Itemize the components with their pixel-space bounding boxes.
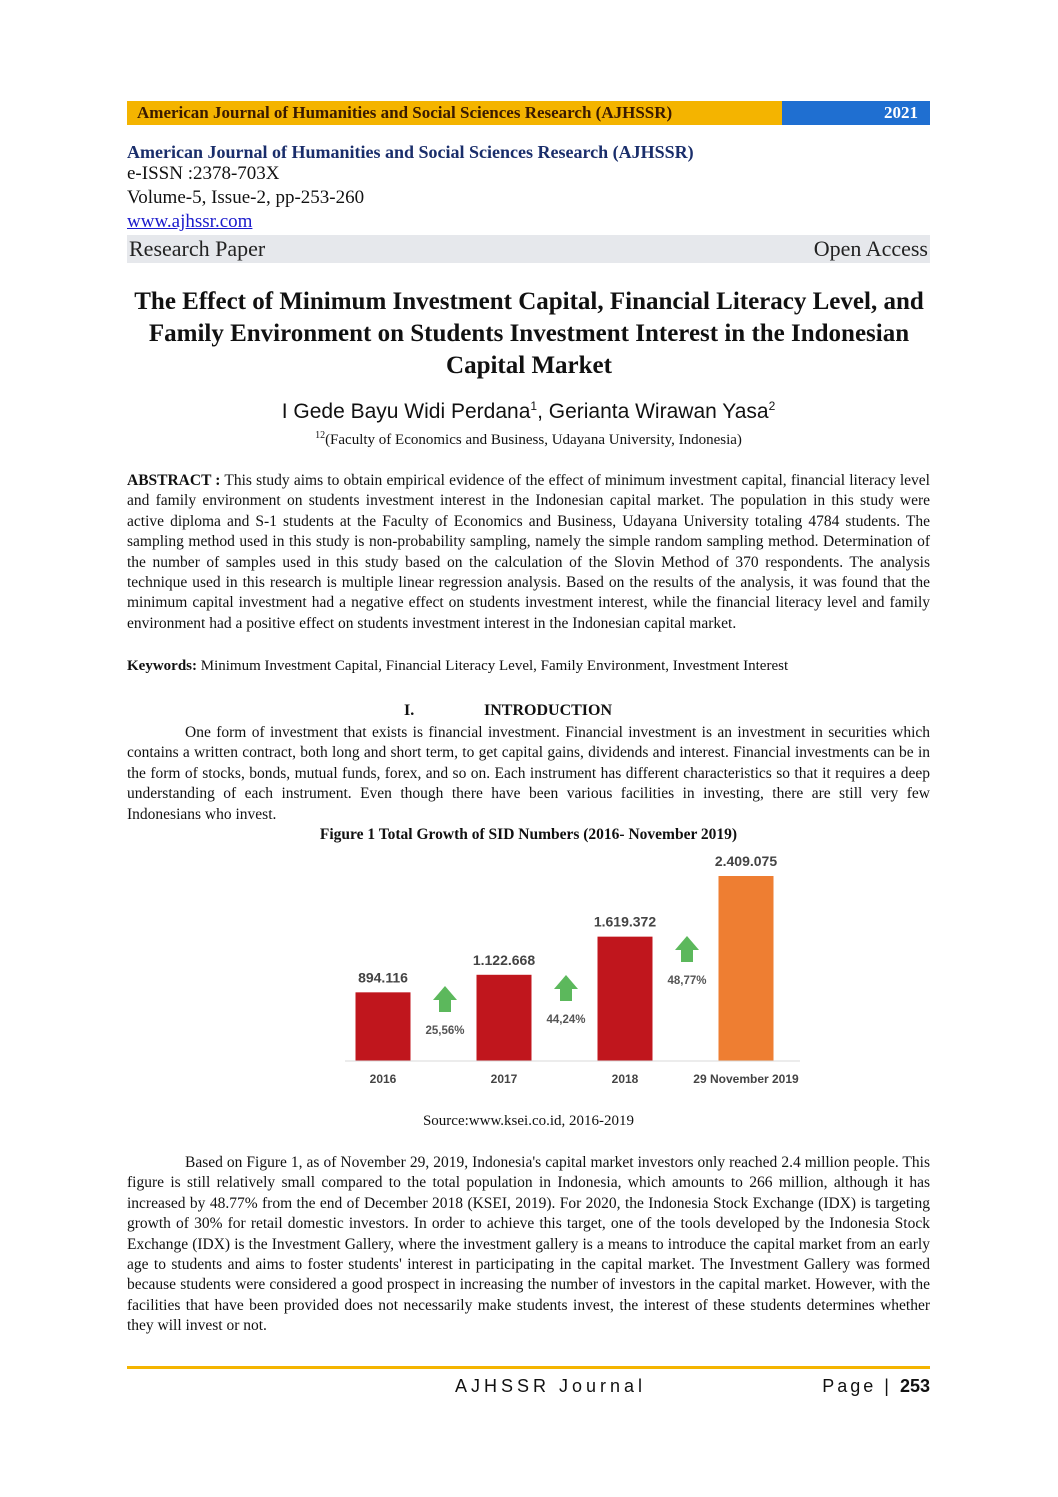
chart-category-label: 2018 (611, 1072, 639, 1086)
banner-year: 2021 (782, 101, 930, 125)
journal-name: American Journal of Humanities and Social Sciences Research (AJHSSR) (127, 142, 694, 162)
journal-issn: e-ISSN :2378-703X (127, 163, 280, 184)
section-title: INTRODUCTION (484, 702, 613, 719)
author-1: I Gede Bayu Widi Perdana (281, 400, 531, 423)
banner-journal-title: American Journal of Humanities and Social Sciences Research (AJHSSR) (127, 101, 782, 125)
intro-paragraph: One form of investment that exists is financial investment. Financial investment is an investment in securities which contains a written contract, both long and short term, to get capital gains, dividends and interest. Financial investments can be in the form of stocks, bonds, mutual funds, forex, and so on. Each instrument has different characteristics so that it requires a deep understanding of each instrument. Even though there have been various facilities in investing, there are still very few Indonesians who invest. (127, 724, 930, 823)
chart-value-label: 2.409.075 (714, 853, 778, 869)
journal-url-link[interactable]: www.ajhssr.com (127, 211, 253, 232)
chart-category-label: 29 November 2019 (693, 1072, 799, 1086)
author-2-affiliation-mark: 2 (768, 399, 776, 413)
affiliation (127, 430, 930, 449)
author-1-affiliation-mark: 1 (530, 399, 538, 413)
growth-arrow-icon (554, 975, 578, 1001)
footer-page (822, 1376, 930, 1397)
footer-page-label: Page | (822, 1376, 900, 1396)
chart-category-label: 2017 (490, 1072, 518, 1086)
footer-divider (127, 1366, 930, 1369)
abstract (127, 471, 930, 634)
growth-arrow-icon (675, 936, 699, 962)
open-access-label: Open Access (813, 236, 928, 261)
section-number: I. (404, 702, 415, 719)
chart-value-label: 1.619.372 (593, 913, 657, 930)
journal-banner (127, 101, 930, 125)
author-list (127, 399, 930, 424)
chart-growth-label: 44,24% (546, 1014, 586, 1026)
chart-growth-label: 25,56% (425, 1025, 465, 1037)
chart-value-label: 894.116 (358, 969, 408, 986)
abstract-label: ABSTRACT : (127, 472, 221, 489)
journal-volume: Volume-5, Issue-2, pp-253-260 (127, 187, 365, 208)
paper-title: The Effect of Minimum Investment Capital, Financial Literacy Level, and Family Environment on Students Investment Interest in the Indonesian Capital Market (134, 288, 924, 379)
affiliation-mark: 12 (315, 430, 326, 441)
chart-bar (719, 876, 774, 1061)
footer-page-number: 253 (899, 1376, 930, 1396)
keywords-text: Minimum Investment Capital, Financial Literacy Level, Family Environment, Investment Interest (197, 658, 789, 674)
figure-source: Source:www.ksei.co.id, 2016-2019 (422, 1113, 635, 1129)
body-paragraph: Based on Figure 1, as of November 29, 2019, Indonesia's capital market investors only reached 2.4 million people. This figure is still relatively small compared to the total population in Indonesia, which amounts to 266 million, although it has increased by 48.77% from the end of December 2018 (KSEI, 2019). For 2020, the Indonesia Stock Exchange (IDX) is targeting growth of 30% for retail domestic investors. In order to achieve this target, one of the tools developed by the Indonesia Stock Exchange (IDX) is the Investment Gallery, where the investment gallery is a means to introduce the capital market from an early age to students and aims to foster students' interest in participating in the capital market. The Investment Gallery was formed because students were considered a good prospect in increasing the number of investors in the capital market. However, with the facilities that have been provided does not necessarily make students invest, the interest of these students determines whether they will invest or not. (127, 1154, 930, 1335)
footer-journal: AJHSSR Journal (455, 1376, 647, 1396)
author-separator: , (537, 400, 549, 423)
paper-type-label: Research Paper (129, 236, 266, 261)
chart-category-label: 2016 (369, 1072, 397, 1086)
author-2: Gerianta Wirawan Yasa (548, 400, 769, 423)
paper-type-bar (127, 235, 930, 263)
chart-growth-label: 48,77% (667, 975, 707, 987)
chart-bar (356, 992, 411, 1061)
chart-bar (598, 937, 653, 1061)
keywords-label: Keywords: (127, 658, 197, 674)
keywords (127, 656, 930, 676)
affiliation-text: (Faculty of Economics and Business, Udayana University, Indonesia) (325, 432, 742, 448)
figure-caption: Figure 1 Total Growth of SID Numbers (2016- November 2019) (319, 826, 738, 843)
abstract-text: This study aims to obtain empirical evidence of the effect of minimum investment capital, financial literacy level and family environment on students investment interest in the Indonesian capital market. The population in this study were active diploma and S-1 students at the Faculty of Economics and Business, Udayana University totaling 4784 students. The sampling method used in this study is non-probability sampling, namely the simple random sampling method. Determination of the number of samples used in this study based on the calculation of the Slovin Method of 370 respondents. The analysis technique used in this research is multiple linear regression analysis. Based on the results of the analysis, it was found that the minimum capital investment had a negative effect on students investment interest, while the financial literacy level and family environment had a positive effect on students investment interest in the Indonesian capital market. (127, 472, 930, 632)
growth-arrow-icon (433, 986, 457, 1012)
chart-bar (477, 975, 532, 1061)
chart-value-label: 1.122.668 (472, 951, 536, 968)
